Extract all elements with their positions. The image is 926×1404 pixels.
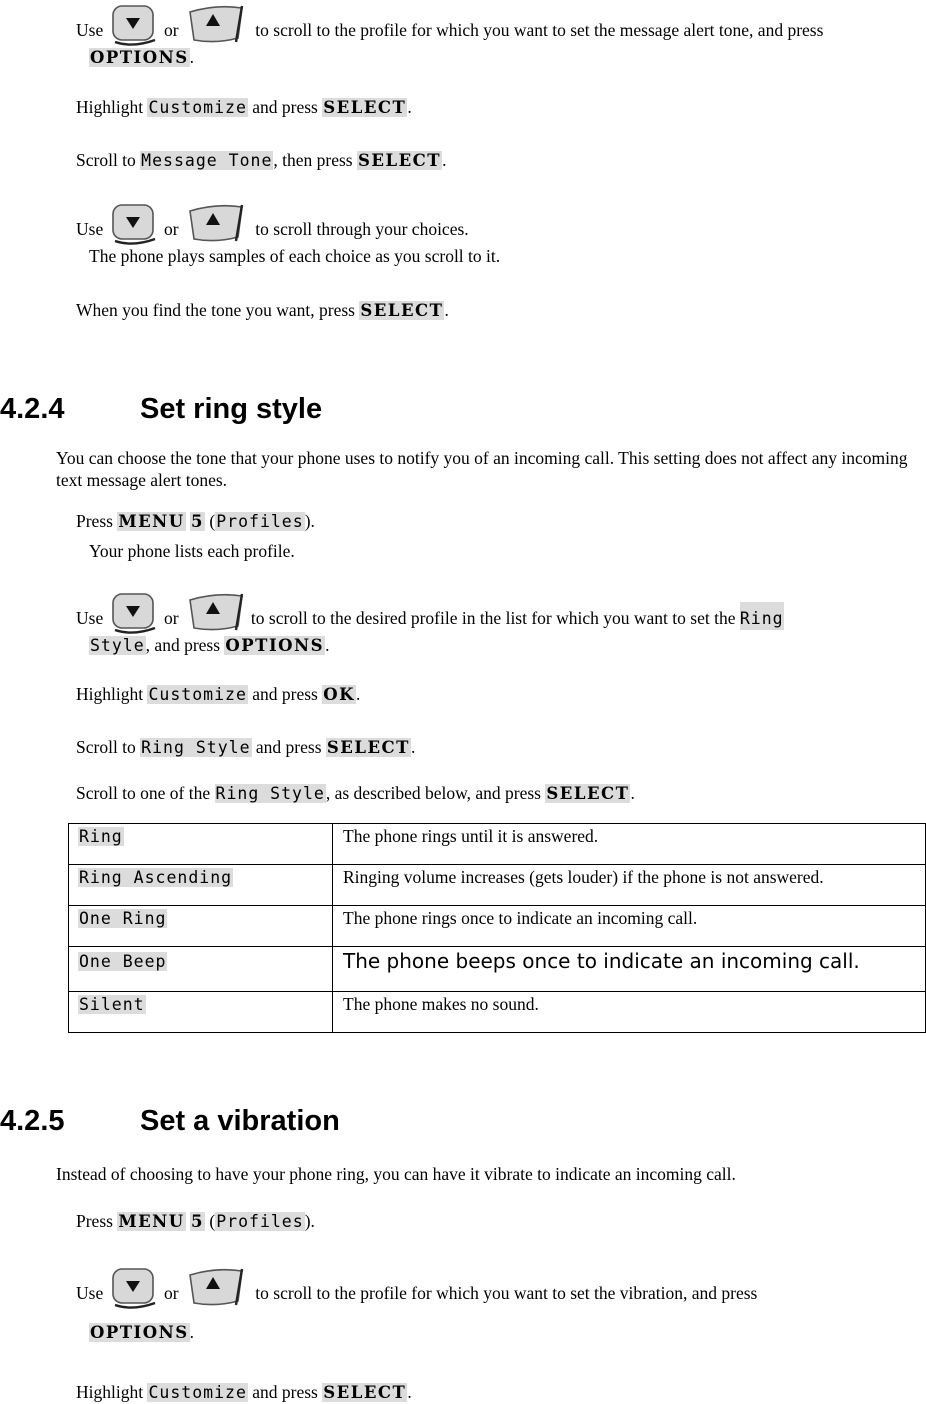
text: . [410,737,416,757]
text: to scroll to the profile for which you want to set the message alert tone, and press [255,20,824,40]
text: ). [304,511,315,531]
style-screen-text: Style [90,636,145,655]
table-row [69,824,926,865]
down-key-icon [111,592,157,634]
select-key: SELECT [323,98,407,117]
options-key: OPTIONS [90,1323,189,1342]
section-number: 4.2.4 [0,393,65,425]
ring-style-intro: You can choose the tone that your phone uses to notify you of an incoming call. This setting does not affect any incoming text message alert tones. [56,448,908,490]
section-title: Set ring style [140,393,323,425]
menu-key: MENU [118,512,185,531]
text: . [630,783,635,803]
customize-screen-text: Customize [148,98,247,117]
text: to scroll to the desired profile in the list for which you want to set the [250,608,736,628]
table-row [69,947,926,992]
text: Scroll to [76,150,136,170]
text: Press [76,1211,113,1231]
table-row [69,906,926,947]
down-key-icon [111,4,157,46]
up-key-icon [186,2,248,46]
customize-screen-text: Customize [148,685,247,704]
step-scroll-ring-style [76,736,916,759]
select-key: SELECT [358,151,442,170]
text: Press [76,511,113,531]
option-description: Ringing volume increases (gets louder) if the phone is not answered. [333,865,926,906]
text: Scroll to one of the [76,783,211,803]
text: . [407,1382,412,1402]
text: . [325,635,330,655]
text: , and press [145,635,221,655]
option-description: The phone rings until it is answered. [333,824,926,865]
menu-key: MENU [118,1212,185,1231]
step-press-menu [76,510,916,562]
options-key: OPTIONS [90,48,189,67]
message-tone-screen-text: Message Tone [141,151,273,170]
ring-style-screen-text: Ring Style [215,784,325,803]
option-description: The phone beeps once to indicate an incoming call. [333,947,926,992]
step-note: Your phone lists each profile. [89,541,295,561]
text: or [163,20,179,40]
text: ( [209,511,216,531]
ok-key: OK [323,685,355,704]
text: Use [76,219,104,239]
ring-option: Ring [79,827,123,846]
select-key: SELECT [326,738,410,757]
text: , as described below, and press [325,783,541,803]
section-number: 4.2.5 [0,1105,65,1137]
text: ( [209,1211,216,1231]
text: Use [76,608,104,628]
text: . [355,684,361,704]
step-choose-ring-style [76,782,916,805]
up-key-icon [186,590,248,634]
up-key-icon [186,201,248,245]
ring-option: Ring Ascending [79,868,233,887]
step-note: The phone plays samples of each choice as you scroll to it. [89,246,501,266]
text: Scroll to [76,737,136,757]
ring-option: Silent [79,995,145,1014]
section-heading-vibration [0,1105,340,1138]
text: or [163,1283,179,1303]
text: Highlight [76,1382,144,1402]
text: ). [304,1211,315,1231]
step-scroll-choices [76,201,916,267]
text: to scroll through your choices. [255,219,469,239]
text: . [442,150,447,170]
text: When you find the tone you want, press [76,300,355,320]
text: and press [255,737,322,757]
ring-screen-text: Ring [740,602,784,630]
text: . [444,300,449,320]
step-scroll-profile [76,590,916,657]
up-key-icon [186,1265,248,1309]
text: and press [252,1382,318,1402]
number-key: 5 [191,1212,204,1231]
vibration-intro: Instead of choosing to have your phone ring, you can have it vibrate to indicate an incoming call. [56,1164,736,1184]
text: and press [252,97,318,117]
down-key-icon [111,1267,157,1309]
ring-style-screen-text: Ring Style [141,738,251,757]
option-description: The phone rings once to indicate an incoming call. [333,906,926,947]
select-key: SELECT [323,1383,407,1402]
select-key: SELECT [546,784,630,803]
down-key-icon [111,203,157,245]
ring-style-table [68,823,926,1033]
select-key: SELECT [360,301,444,320]
text: . [407,97,412,117]
text: Highlight [76,684,144,704]
text: to scroll to the profile for which you want to set the vibration, and press [255,1283,758,1303]
step-highlight-customize [76,1381,916,1404]
text: , then press [273,150,353,170]
table-row [69,865,926,906]
text: and press [252,684,318,704]
step-highlight-customize [76,96,916,119]
text: Use [76,20,104,40]
options-key: OPTIONS [225,636,325,655]
text: Use [76,1283,104,1303]
step-scroll-profile-vibration [76,1265,916,1352]
step-press-menu [76,1210,916,1233]
ring-option: One Beep [79,952,167,971]
section-title: Set a vibration [140,1105,340,1137]
ring-option: One Ring [79,909,167,928]
option-description: The phone makes no sound. [333,992,926,1033]
profiles-screen-text: Profiles [216,512,304,531]
text: Highlight [76,97,144,117]
profiles-screen-text: Profiles [216,1212,304,1231]
step-choose-profile [76,2,916,69]
table-row [69,992,926,1033]
number-key: 5 [191,512,204,531]
text: or [163,219,179,239]
customize-screen-text: Customize [148,1383,247,1402]
step-highlight-customize-ok [76,683,916,706]
text: . [189,47,195,67]
section-heading-ring-style [0,393,322,426]
step-scroll-message-tone [76,149,916,172]
text: or [163,608,179,628]
text: . [189,1322,195,1342]
step-find-tone [76,299,916,322]
